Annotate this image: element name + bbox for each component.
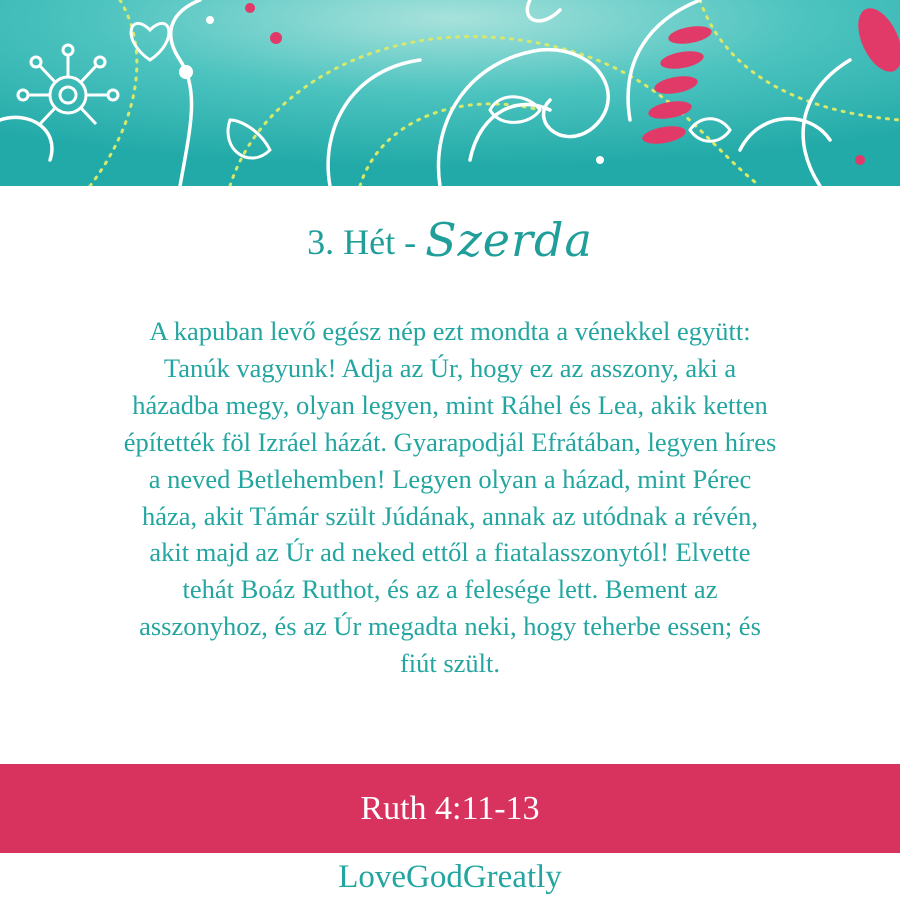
- verse-line: tehát Boáz Ruthot, és az a felesége lett. Bement az: [182, 574, 718, 605]
- verse-line: házadba megy, olyan legyen, mint Ráhel és Lea, akik ketten: [132, 389, 768, 420]
- verse-line: asszonyhoz, és az Úr megadta neki, hogy teherbe essen; és: [139, 611, 761, 642]
- floral-banner: [0, 0, 900, 186]
- verse-line: háza, akit Támár szült Júdának, annak az utódnak a révén,: [141, 500, 759, 531]
- scripture-text: [18, 313, 882, 682]
- verse-line: a neved Betlehemben! Legyen olyan a házad, mint Pérec: [148, 463, 752, 494]
- verse-line: Tanúk vagyunk! Adja az Úr, hogy ez az asszony, aki a: [163, 352, 737, 383]
- day-label: Szerda: [425, 213, 593, 267]
- verse-line: fiút szült.: [399, 648, 501, 679]
- verse-line: építették föl Izráel házát. Gyarapodjál Efrátában, legyen híres: [123, 426, 777, 457]
- floral-pattern-image: [0, 0, 900, 186]
- week-label: 3. Hét -: [307, 222, 417, 262]
- verse-line: akit majd az Úr ad neked ettől a fiatalasszonytól! Elvette: [149, 537, 751, 568]
- scripture-reference: Ruth 4:11-13: [360, 790, 540, 827]
- page-title: [0, 205, 900, 277]
- brand-name: LoveGodGreatly: [338, 859, 562, 895]
- verse-line: A kapuban levő egész nép ezt mondta a vénekkel együtt:: [149, 316, 751, 346]
